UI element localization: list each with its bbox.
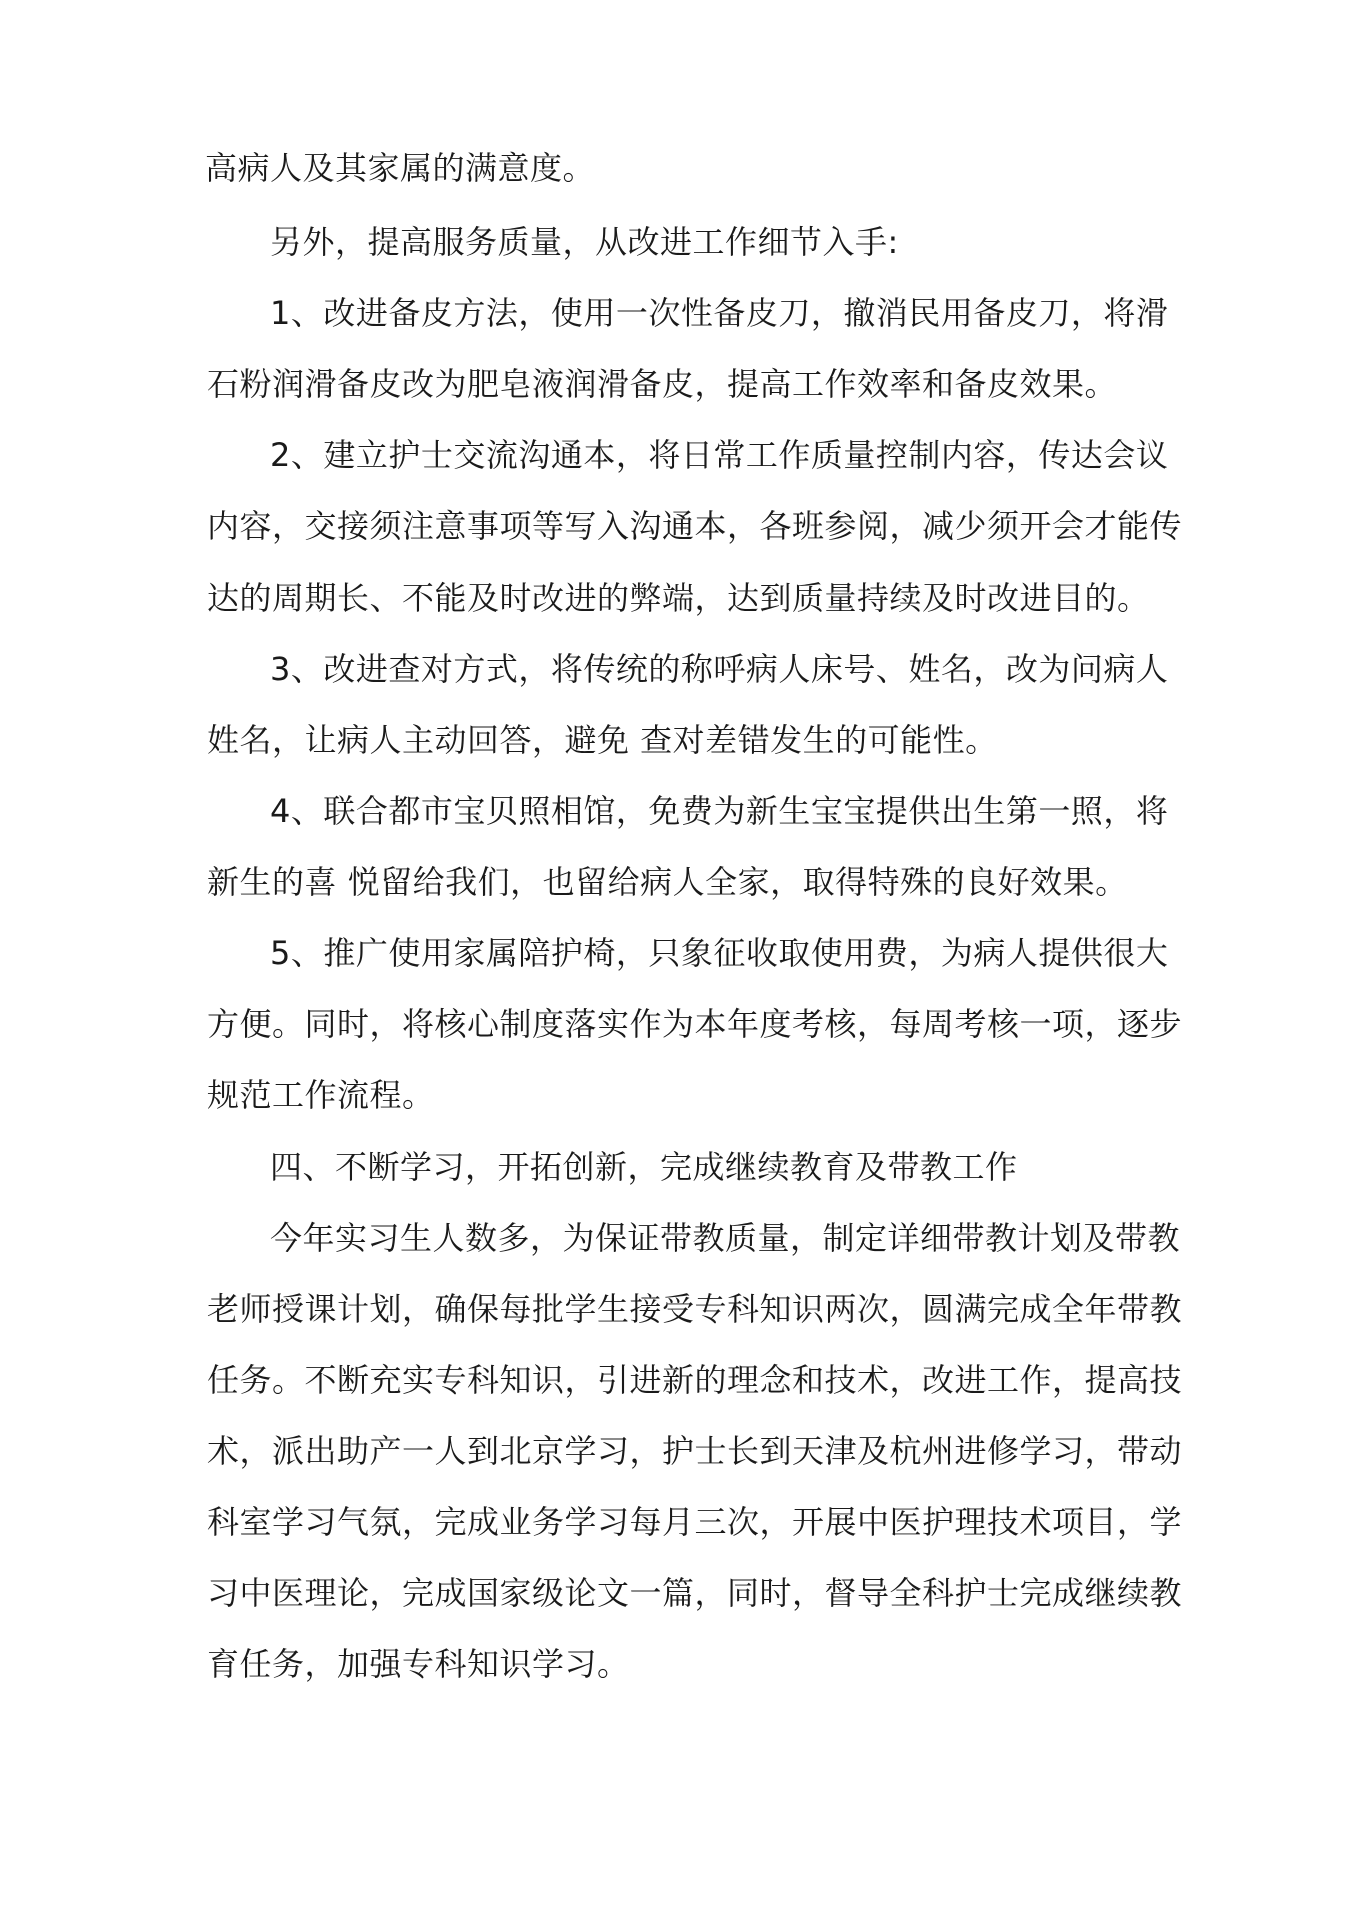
section-heading: 四、不断学习，开拓创新，完成继续教育及带教工作 (270, 1148, 1018, 1186)
text-line: 内容，交接须注意事项等写入沟通本，各班参阅，减少须开会才能传 (207, 507, 1183, 545)
text-line: 老师授课计划，确保每批学生接受专科知识两次，圆满完成全年带教 (207, 1290, 1183, 1328)
text-line: 育任务，加强专科知识学习。 (207, 1645, 630, 1683)
text-line: 2、建立护士交流沟通本，将日常工作质量控制内容，传达会议 (270, 436, 1169, 474)
text-line: 5、推广使用家属陪护椅，只象征收取使用费，为病人提供很大 (270, 934, 1169, 972)
text-line: 方便。同时，将核心制度落实作为本年度考核，每周考核一项，逐步 (207, 1005, 1183, 1043)
text-line: 任务。不断充实专科知识，引进新的理念和技术，改进工作，提高技 (207, 1361, 1183, 1399)
text-line: 4、联合都市宝贝照相馆，免费为新生宝宝提供出生第一照，将 (270, 792, 1169, 830)
text-line: 姓名，让病人主动回答，避免 查对差错发生的可能性。 (207, 721, 998, 759)
text-line: 高病人及其家属的满意度。 (205, 149, 596, 187)
text-line: 石粉润滑备皮改为肥皂液润滑备皮，提高工作效率和备皮效果。 (207, 365, 1118, 403)
text-line: 术，派出助产一人到北京学习，护士长到天津及杭州进修学习，带动 (207, 1432, 1183, 1470)
text-line: 习中医理论，完成国家级论文一篇，同时，督导全科护士完成继续教 (207, 1574, 1183, 1612)
text-line: 达的周期长、不能及时改进的弊端，达到质量持续及时改进目的。 (207, 579, 1150, 617)
text-line: 1、改进备皮方法，使用一次性备皮刀，撤消民用备皮刀，将滑 (270, 294, 1169, 332)
text-line: 3、改进查对方式，将传统的称呼病人床号、姓名，改为问病人 (270, 650, 1169, 688)
text-line: 今年实习生人数多，为保证带教质量，制定详细带教计划及带教 (270, 1219, 1181, 1257)
text-line: 新生的喜 悦留给我们，也留给病人全家，取得特殊的良好效果。 (207, 863, 1128, 901)
text-line: 规范工作流程。 (207, 1076, 435, 1114)
text-line: 另外，提高服务质量，从改进工作细节入手: (270, 223, 899, 261)
text-line: 科室学习气氛，完成业务学习每月三次，开展中医护理技术项目，学 (207, 1503, 1183, 1541)
